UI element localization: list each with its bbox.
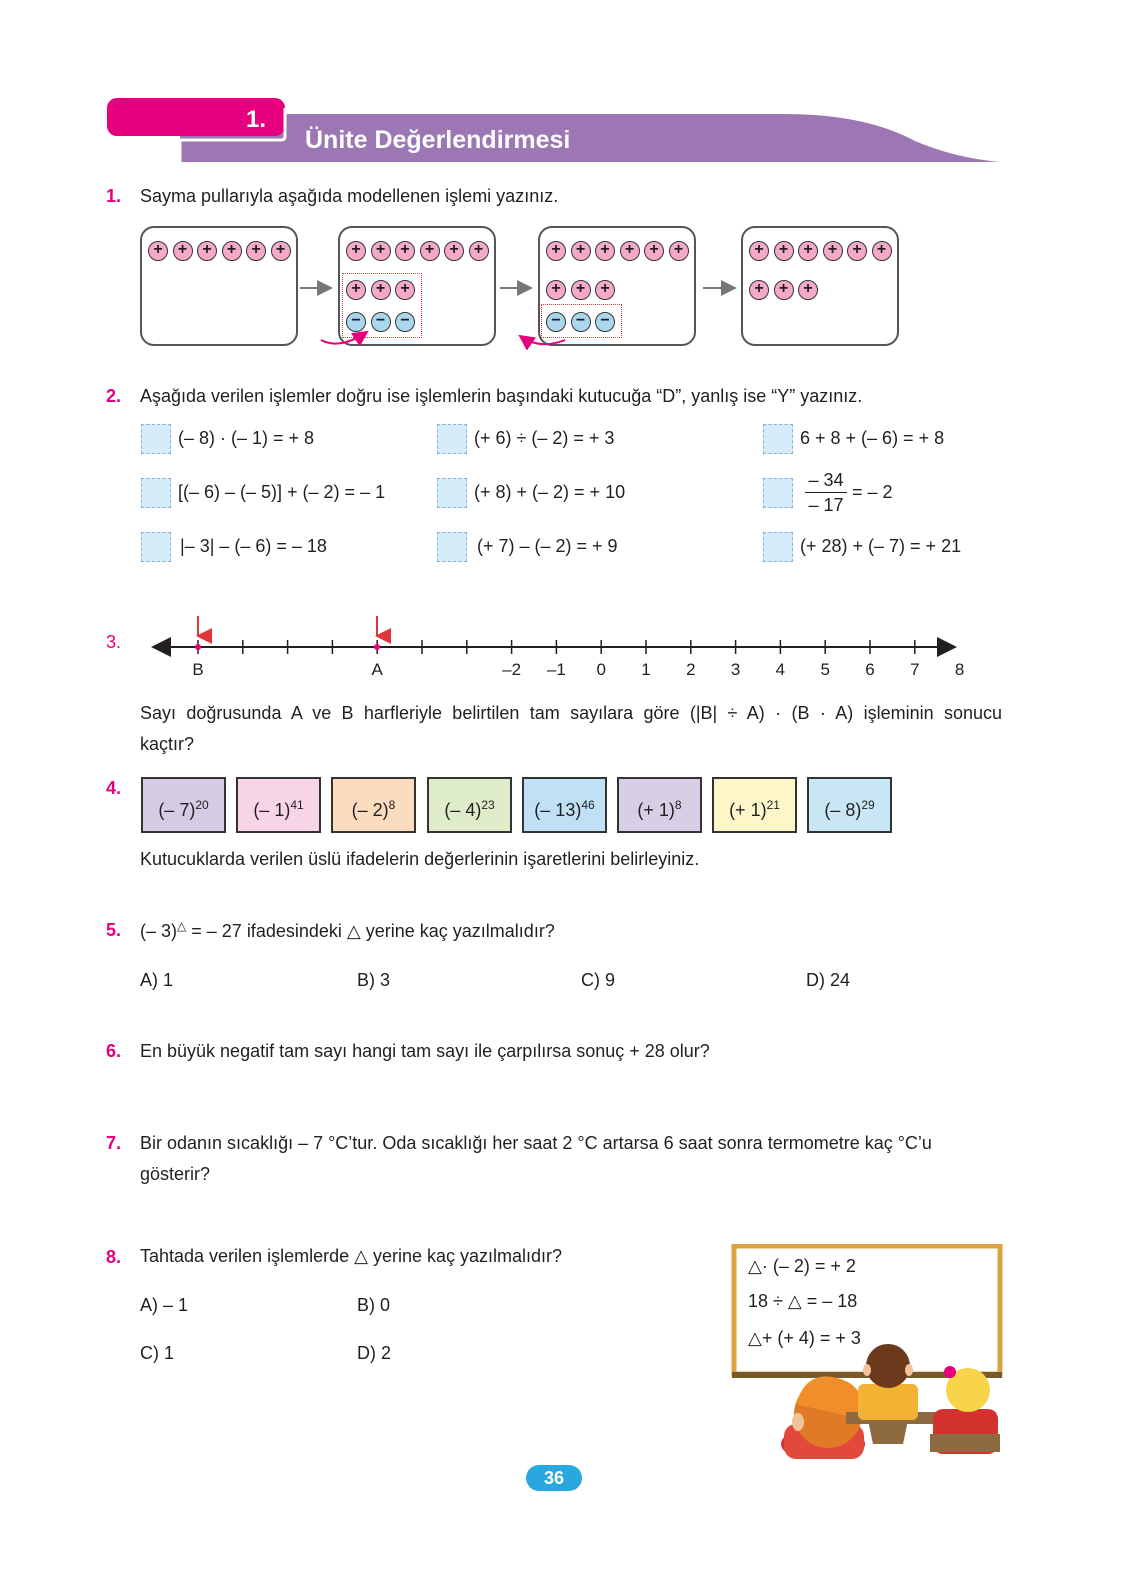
question-number: 2. [106, 386, 122, 406]
power-base: (+ 1) [637, 800, 675, 820]
positive-counter: + [197, 241, 217, 261]
positive-counter: + [469, 241, 489, 261]
answer-box[interactable] [437, 478, 467, 508]
number-line-label: 8 [954, 660, 965, 679]
point-b [195, 644, 201, 650]
power-box [141, 777, 226, 833]
power-exponent: 20 [195, 798, 209, 812]
option-d[interactable]: D) 24 [806, 970, 851, 990]
positive-counter: + [246, 241, 266, 261]
power-exponent: 21 [766, 798, 780, 812]
answer-box[interactable] [437, 424, 467, 454]
equation: [(– 6) – (– 5)] + (– 2) = – 1 [178, 482, 386, 502]
option-a[interactable]: A) – 1 [140, 1295, 189, 1315]
triangle-exponent: △ [177, 919, 187, 933]
number-line-label: 0 [596, 660, 606, 679]
answer-box[interactable] [141, 478, 171, 508]
question-number: 1. [106, 186, 122, 206]
negative-counter: − [546, 312, 566, 332]
model-arrows [295, 270, 755, 350]
text: Tahtada verilen işlemlerde [140, 1246, 350, 1266]
negative-counter: − [346, 312, 366, 332]
unit-number: 1. [246, 106, 267, 133]
negative-counter: − [595, 312, 615, 332]
option-b[interactable]: B) 3 [357, 970, 391, 990]
answer-box[interactable] [437, 532, 467, 562]
equation: (+ 28) + (– 7) = + 21 [800, 536, 962, 556]
positive-counter: + [620, 241, 640, 261]
power-base: (– 8) [824, 800, 862, 820]
number-line-label: A [371, 660, 383, 679]
page-title: Ünite Değerlendirmesi [305, 126, 571, 154]
triangle-icon: △ [346, 921, 361, 941]
positive-counter: + [271, 241, 291, 261]
power-base: (– 2) [351, 800, 389, 820]
question-number: 5. [106, 920, 122, 940]
positive-counter: + [346, 241, 366, 261]
number-line-label: 3 [730, 660, 741, 679]
negative-counter: − [571, 312, 591, 332]
power-box [712, 777, 797, 833]
power-exponent: 46 [581, 798, 595, 812]
number-line-label: –1 [546, 660, 566, 679]
equation: (+ 6) ÷ (– 2) = + 3 [474, 428, 615, 448]
equation: (+ 8) + (– 2) = + 10 [474, 482, 626, 502]
question-text [140, 1246, 562, 1267]
positive-counter: + [774, 280, 794, 300]
text: yerine kaç yazılmalıdır? [372, 1246, 563, 1266]
question-text-cont: gösterir? [140, 1164, 211, 1184]
positive-counter: + [774, 241, 794, 261]
positive-counter: + [395, 241, 415, 261]
power-box [617, 777, 702, 833]
page-number: 36 [526, 1465, 582, 1491]
positive-counter: + [847, 241, 867, 261]
triangle-icon: △ [354, 1246, 368, 1266]
power-exponent: 29 [861, 798, 875, 812]
power-exponent: 8 [388, 798, 396, 812]
question-text: Kutucuklarda verilen üslü ifadelerin değerlerinin işaretlerini belirleyiniz. [140, 849, 700, 869]
option-c[interactable]: C) 9 [581, 970, 616, 990]
text: yerine kaç yazılmalıdır? [365, 921, 555, 941]
positive-counter: + [644, 241, 664, 261]
equation: |– 3| – (– 6) = – 18 [180, 536, 327, 556]
board-line-2: 18 ÷ △ = – 18 [748, 1291, 858, 1311]
base: (– 3) [140, 921, 178, 941]
power-base: (– 7) [158, 800, 196, 820]
board-line-3: △+ (+ 4) = + 3 [748, 1328, 861, 1348]
answer-box[interactable] [763, 424, 793, 454]
answer-box[interactable] [763, 478, 793, 508]
point-a [374, 644, 380, 650]
number-line-label: –2 [502, 660, 522, 679]
question-text: Sayı doğrusunda A ve B harfleriyle belirtilen tam sayılara göre (|B| ÷ A) · (B · A) işleminin sonucu [140, 703, 1002, 723]
number-line-label: B [192, 660, 204, 679]
positive-counter: + [749, 241, 769, 261]
answer-box[interactable] [141, 532, 171, 562]
fraction-denominator: – 17 [808, 495, 844, 515]
question-text: En büyük negatif tam sayı hangi tam sayı ile çarpılırsa sonuç + 28 olur? [140, 1041, 710, 1061]
positive-counter: + [371, 241, 391, 261]
question-text: Aşağıda verilen işlemler doğru ise işlemlerin başındaki kutucuğa “D”, yanlış ise “Y” yazınız. [140, 386, 863, 406]
number-line-label: 5 [820, 660, 830, 679]
power-exponent: 23 [481, 798, 495, 812]
power-base: (– 13) [534, 800, 582, 820]
positive-counter: + [346, 280, 366, 300]
question-text: Sayma pullarıyla aşağıda modellenen işlemi yazınız. [140, 186, 559, 206]
positive-counter: + [571, 241, 591, 261]
power-box [236, 777, 321, 833]
question-text: Bir odanın sıcaklığı – 7 °C’tur. Oda sıcaklığı her saat 2 °C artarsa 6 saat sonra termometre kaç °C’u [140, 1133, 932, 1153]
power-box [427, 777, 512, 833]
positive-counter: + [798, 280, 818, 300]
power-exponent: 41 [290, 798, 304, 812]
curved-arrow-icon [321, 332, 367, 344]
negative-counter: − [371, 312, 391, 332]
positive-counter: + [749, 280, 769, 300]
question-text-cont: kaçtır? [140, 734, 195, 754]
power-base: (– 4) [444, 800, 482, 820]
number-line-label: 6 [865, 660, 875, 679]
fraction-numerator: – 34 [805, 470, 847, 493]
answer-box[interactable] [141, 424, 171, 454]
positive-counter: + [148, 241, 168, 261]
positive-counter: + [444, 241, 464, 261]
student-right-icon [930, 1366, 1000, 1454]
text: = – 27 ifadesindeki [191, 921, 342, 941]
number-line-label: 2 [686, 660, 696, 679]
positive-counter: + [823, 241, 843, 261]
number-line-label: 1 [641, 660, 651, 679]
positive-counter: + [546, 241, 566, 261]
positive-counter: + [173, 241, 193, 261]
power-base: (+ 1) [729, 800, 767, 820]
power-base: (– 1) [253, 800, 291, 820]
positive-counter: + [571, 280, 591, 300]
option-c[interactable]: C) 1 [140, 1343, 175, 1363]
option-d[interactable]: D) 2 [357, 1343, 392, 1363]
positive-counter: + [371, 280, 391, 300]
equation: = – 2 [852, 482, 893, 502]
positive-counter: + [595, 241, 615, 261]
question-number: 6. [106, 1041, 122, 1061]
positive-counter: + [872, 241, 892, 261]
question-number: 4. [106, 778, 122, 798]
positive-counter: + [395, 280, 415, 300]
positive-counter: + [595, 280, 615, 300]
equation: (– 8) · (– 1) = + 8 [178, 428, 315, 448]
board-line-1: △· (– 2) = + 2 [748, 1256, 856, 1276]
answer-box[interactable] [763, 532, 793, 562]
curved-arrow-icon [520, 336, 565, 344]
option-a[interactable]: A) 1 [140, 970, 174, 990]
negative-counter: − [395, 312, 415, 332]
option-b[interactable]: B) 0 [357, 1295, 391, 1315]
question-number: 3. [106, 632, 122, 652]
question-number: 8. [106, 1247, 122, 1267]
positive-counter: + [798, 241, 818, 261]
positive-counter: + [546, 280, 566, 300]
equation: 6 + 8 + (– 6) = + 8 [800, 428, 945, 448]
power-box [331, 777, 416, 833]
number-line-label: 7 [910, 660, 920, 679]
power-box [522, 777, 607, 833]
question-text [140, 919, 555, 942]
power-box [807, 777, 892, 833]
equation: (+ 7) – (– 2) = + 9 [477, 536, 618, 556]
power-exponent: 8 [674, 798, 682, 812]
question-number: 7. [106, 1133, 122, 1153]
positive-counter: + [669, 241, 689, 261]
positive-counter: + [222, 241, 242, 261]
number-line-label: 4 [775, 660, 786, 679]
positive-counter: + [420, 241, 440, 261]
